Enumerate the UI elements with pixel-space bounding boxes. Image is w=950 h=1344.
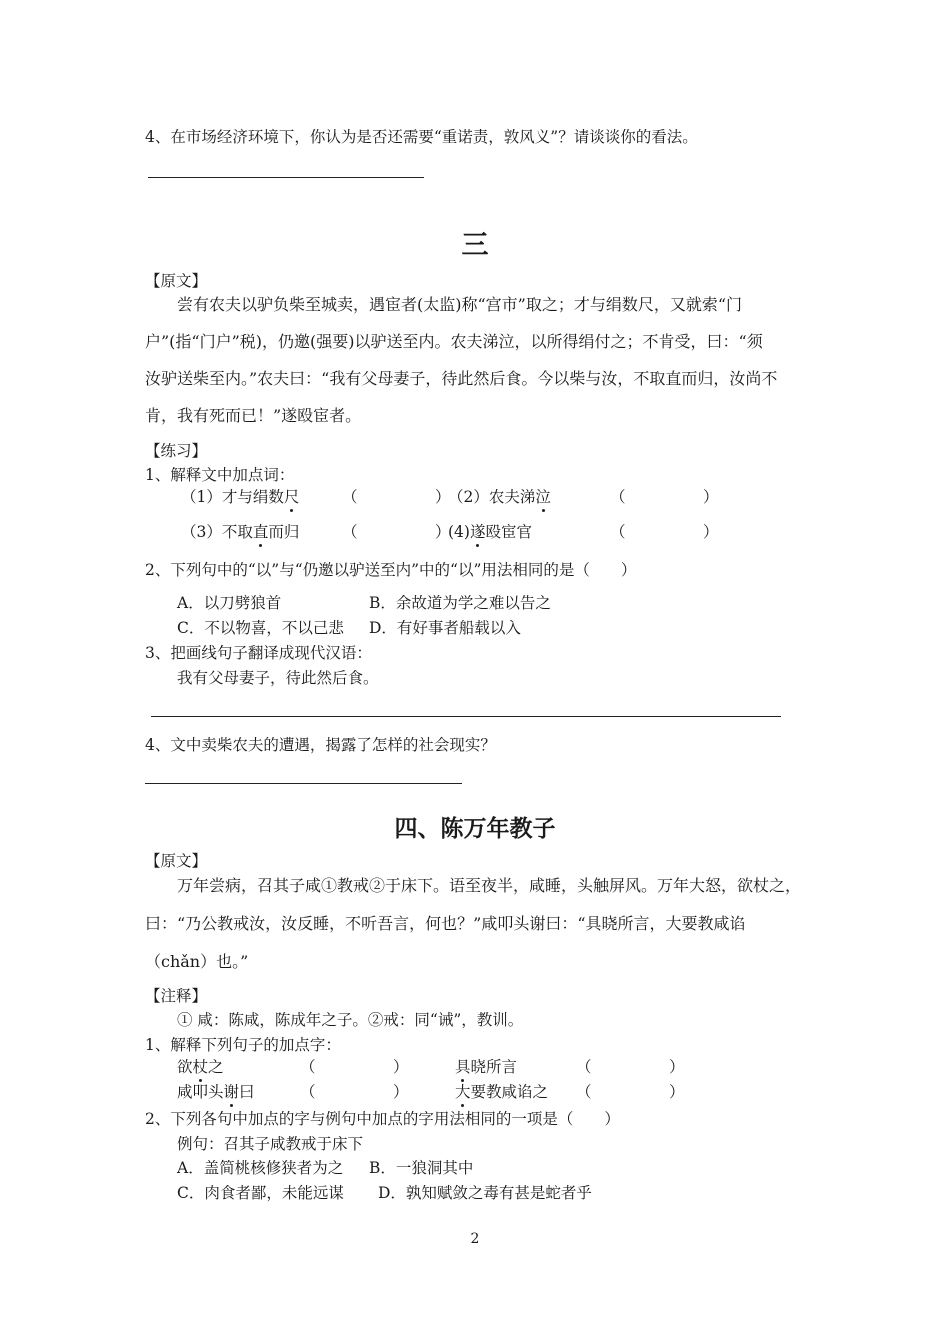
- option-b: B．一狼洞其中: [369, 1159, 474, 1177]
- original-text-label: 【原文】: [145, 272, 208, 290]
- option-b: B．余故道为学之难以告之: [369, 594, 551, 612]
- dotted-char: 具: [455, 1058, 471, 1076]
- vocab-item: 咸叩头谢曰: [177, 1083, 255, 1101]
- practice-label: 【练习】: [145, 442, 208, 460]
- dotted-char: 大: [455, 1083, 471, 1101]
- passage-line: 曰：“乃公教戒汝，汝反睡，不听吾言，何也？”咸叩头谢曰：“具晓所言，大要教咸谄: [145, 914, 746, 933]
- option-a: A．盖简桃核修狭者为之: [177, 1159, 344, 1177]
- option-c: C．肉食者鄙，未能远谋: [177, 1184, 344, 1202]
- vocab-item: (4)遂殴宦官: [448, 523, 532, 541]
- passage-line: （chǎn）也。”: [145, 952, 249, 971]
- answer-line: [145, 783, 462, 784]
- dotted-char: 谢: [223, 1083, 240, 1101]
- passage-line: 户”(指“门户”税)，仍邀(强要)以驴送至内。农夫涕泣，以所得绢付之；不肯受，曰：“须: [145, 332, 763, 351]
- passage-line: 万年尝病，召其子咸①教戒②于床下。语至夜半，咸睡，头触屏风。万年大怒，欲杖之，: [177, 876, 802, 895]
- answer-paren[interactable]: （ ）: [610, 523, 719, 541]
- section-title: 三: [461, 230, 489, 261]
- vocab-item: （2）农夫涕泣: [448, 488, 551, 506]
- passage-line: 肯，我有死而已！”遂殴宦者。: [145, 406, 362, 425]
- question-2: 2、下列各句中加点的字与例句中加点的字用法相同的一项是（ ）: [145, 1110, 620, 1128]
- option-a: A．以刀劈狼首: [177, 594, 282, 612]
- example-sentence: 例句：召其子咸教戒于床下: [177, 1135, 364, 1153]
- question-1: 1、解释下列句子的加点字：: [145, 1036, 341, 1054]
- answer-line: [151, 716, 781, 717]
- dotted-char: 杖: [192, 1058, 209, 1076]
- option-d: D．有好事者船载以入: [369, 619, 521, 637]
- dotted-char: 遂: [469, 523, 486, 541]
- option-d: D．孰知赋敛之毒有甚是蛇者乎: [378, 1184, 592, 1202]
- answer-paren[interactable]: （ ）: [342, 488, 451, 506]
- option-c: C．不以物喜，不以己悲: [177, 619, 344, 637]
- vocab-item: （1）才与绢数尺: [181, 488, 300, 506]
- passage-line: 尝有农夫以驴负柴至城卖，遇宦者(太监)称“宫市”取之；才与绢数尺，又就索“门: [177, 295, 743, 314]
- vocab-item: 大要教咸谄之: [455, 1083, 549, 1101]
- question-1: 1、解释文中加点词：: [145, 466, 295, 484]
- question-3: 3、把画线句子翻译成现代汉语：: [145, 644, 372, 662]
- notes-label: 【注释】: [145, 987, 208, 1005]
- answer-paren[interactable]: （ ）: [300, 1058, 409, 1076]
- question-4: 4、在市场经济环境下，你认为是否还需要“重诺责，敦风义”？请谈谈你的看法。: [145, 128, 698, 146]
- answer-paren[interactable]: （ ）: [610, 488, 719, 506]
- dotted-char: 直: [252, 523, 269, 541]
- dotted-char: 泣: [535, 488, 551, 506]
- original-text-label: 【原文】: [145, 852, 208, 870]
- answer-paren[interactable]: （ ）: [342, 523, 451, 541]
- vocab-item: 欲杖之: [177, 1058, 224, 1076]
- answer-paren[interactable]: （ ）: [576, 1058, 685, 1076]
- dotted-char: 尺: [283, 488, 300, 506]
- answer-line: [148, 177, 424, 178]
- vocab-item: 具晓所言: [455, 1058, 518, 1076]
- section-title: 四、陈万年教子: [394, 816, 556, 842]
- page-number: 2: [470, 1231, 480, 1247]
- answer-paren[interactable]: （ ）: [300, 1083, 409, 1101]
- vocab-item: （3）不取直而归: [181, 523, 300, 541]
- notes-text: ① 咸：陈咸，陈成年之子。②戒：同“诫”，教训。: [177, 1011, 524, 1029]
- question-4: 4、文中卖柴农夫的遭遇，揭露了怎样的社会现实？: [145, 736, 496, 754]
- underlined-sentence: 我有父母妻子，待此然后食。: [177, 669, 379, 687]
- answer-paren[interactable]: （ ）: [576, 1083, 685, 1101]
- passage-line: 汝驴送柴至内。”农夫曰：“我有父母妻子，待此然后食。今以柴与汝，不取直而归，汝尚不: [145, 369, 778, 388]
- question-2: 2、下列句中的“以”与“仍邀以驴送至内”中的“以”用法相同的是（ ）: [145, 561, 637, 579]
